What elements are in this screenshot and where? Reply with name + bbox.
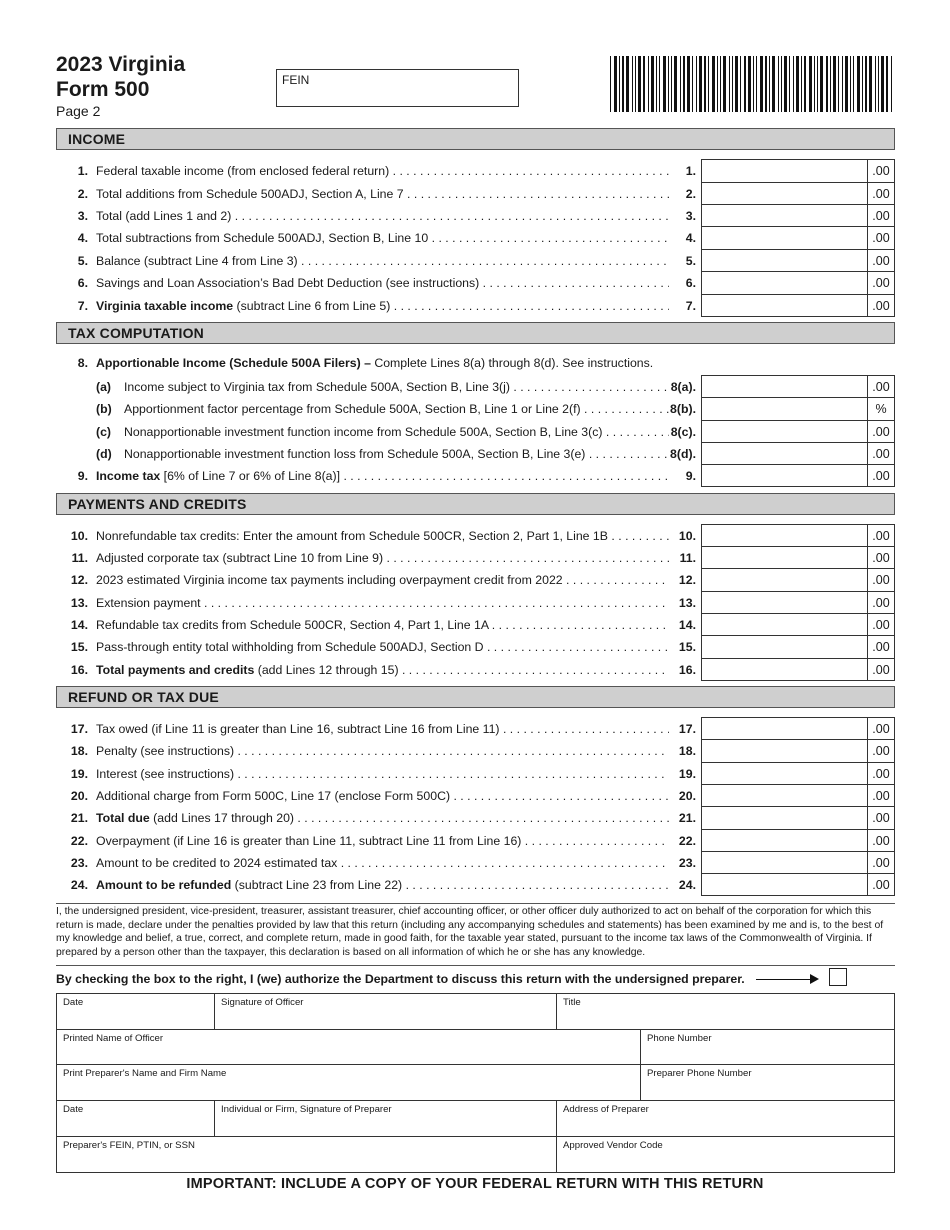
- line-number: 18.: [70, 744, 88, 758]
- line-20: [56, 784, 895, 807]
- preparer-phone-field[interactable]: [641, 1065, 894, 1101]
- line-number: 24.: [70, 878, 88, 892]
- form-title-number: Form 500: [56, 78, 150, 101]
- cents-suffix: .00: [867, 271, 895, 294]
- line-number: 1.: [77, 164, 88, 178]
- line-11: [56, 546, 895, 569]
- amount-input[interactable]: [701, 829, 868, 852]
- line-reference: 11.: [679, 551, 696, 565]
- barcode-bar: [793, 56, 794, 112]
- cents-suffix: .00: [867, 249, 895, 272]
- field-label: Approved Vendor Code: [563, 1140, 663, 1151]
- page-number: Page 2: [56, 103, 101, 119]
- officer-title-field[interactable]: [557, 994, 894, 1030]
- amount-input[interactable]: [701, 873, 868, 896]
- barcode-bar: [619, 56, 620, 112]
- line-description: Nonapportionable investment function income from Schedule 500A, Section B, Line 3(c) . . .: [124, 425, 669, 439]
- line-description: Virginia taxable income (subtract Line 6 from Line 5) . . .: [96, 299, 669, 313]
- line-reference: 7.: [685, 299, 696, 313]
- amount-input[interactable]: [701, 442, 868, 465]
- line-19: [56, 762, 895, 785]
- line-reference: 16.: [678, 663, 696, 677]
- line-number: 20.: [70, 789, 88, 803]
- field-label: Individual or Firm, Signature of Preparer: [221, 1104, 392, 1115]
- amount-input[interactable]: [701, 226, 868, 249]
- line-reference: 21.: [678, 811, 696, 825]
- line-number: 10.: [70, 529, 88, 543]
- barcode-bar: [614, 56, 617, 112]
- amount-input[interactable]: [701, 546, 868, 569]
- barcode-bar: [696, 56, 697, 112]
- barcode: [610, 56, 894, 112]
- officer-signature-field[interactable]: [215, 994, 557, 1030]
- barcode-bar: [772, 56, 775, 112]
- amount-input[interactable]: [701, 851, 868, 874]
- line-description: Nonapportionable investment function loss from Schedule 500A, Section B, Line 3(e) . . .: [124, 447, 669, 461]
- line-8b: [56, 397, 895, 420]
- line-number: 8.: [77, 356, 88, 370]
- section-refund-tax-due: REFUND OR TAX DUE: [56, 686, 895, 708]
- line-reference: 12.: [678, 573, 696, 587]
- sub-letter: (c): [96, 425, 112, 439]
- line-description: Total subtractions from Schedule 500ADJ, Section B, Line 10 . . .: [96, 231, 669, 245]
- line-number: 13.: [70, 596, 88, 610]
- line-description: Amount to be credited to 2024 estimated tax . . .: [96, 856, 669, 870]
- cents-suffix: .00: [867, 182, 895, 205]
- barcode-bar: [826, 56, 828, 112]
- cents-suffix: .00: [867, 762, 895, 785]
- amount-input[interactable]: [701, 591, 868, 614]
- field-label: Preparer Phone Number: [647, 1068, 752, 1079]
- line-description: Nonrefundable tax credits: Enter the amount from Schedule 500CR, Section 2, Part 1, Line 1B . . .: [96, 529, 669, 543]
- preparer-name-field[interactable]: [57, 1065, 641, 1101]
- barcode-bar: [680, 56, 681, 112]
- cents-suffix: .00: [867, 568, 895, 591]
- barcode-bar: [845, 56, 848, 112]
- field-label: Title: [563, 997, 581, 1008]
- line-number: 2.: [77, 187, 88, 201]
- barcode-bar: [626, 56, 629, 112]
- barcode-bar: [638, 56, 641, 112]
- line-reference: 14.: [678, 618, 696, 632]
- line-number: 5.: [77, 254, 88, 268]
- barcode-bar: [801, 56, 802, 112]
- barcode-bar: [735, 56, 738, 112]
- line-number: 15.: [70, 640, 88, 654]
- cents-suffix: .00: [867, 204, 895, 227]
- section-tax-computation: TAX COMPUTATION: [56, 322, 895, 344]
- barcode-bar: [781, 56, 782, 112]
- barcode-bar: [778, 56, 779, 112]
- line-8-bold: Apportionable Income (Schedule 500A Filers) –: [96, 356, 371, 370]
- field-label: Phone Number: [647, 1033, 712, 1044]
- barcode-bar: [717, 56, 718, 112]
- line-description: Refundable tax credits from Schedule 500CR, Section 4, Part 1, Line 1A . . .: [96, 618, 669, 632]
- line-number: 21.: [70, 811, 88, 825]
- amount-input[interactable]: [701, 182, 868, 205]
- line-14: [56, 613, 895, 636]
- line-8c: [56, 420, 895, 443]
- barcode-bar: [862, 56, 863, 112]
- line-reference: 20.: [678, 789, 696, 803]
- vendor-code-field[interactable]: [557, 1137, 894, 1172]
- line-8-text: Complete Lines 8(a) through 8(d). See instructions.: [370, 356, 654, 370]
- barcode-bar: [753, 56, 754, 112]
- line-description: Income subject to Virginia tax from Schedule 500A, Section B, Line 3(j) . . .: [124, 380, 669, 394]
- line-15: [56, 635, 895, 658]
- line-9: [56, 464, 895, 487]
- barcode-bar: [875, 56, 876, 112]
- field-label: Date: [63, 997, 84, 1008]
- barcode-bar: [729, 56, 730, 112]
- barcode-bar: [643, 56, 645, 112]
- line-16: [56, 658, 895, 681]
- line-reference: 8(a).: [670, 380, 696, 394]
- line-reference: 1.: [685, 164, 696, 178]
- barcode-bar: [740, 56, 741, 112]
- line-reference: 22.: [678, 834, 696, 848]
- preparer-address-field[interactable]: [557, 1101, 894, 1137]
- sub-letter: (d): [96, 447, 112, 461]
- amount-input[interactable]: [701, 717, 868, 740]
- barcode-bar: [769, 56, 770, 112]
- line-number: 22.: [70, 834, 88, 848]
- officer-printed-name-field[interactable]: [57, 1030, 641, 1065]
- footer-important-notice: IMPORTANT: INCLUDE A COPY OF YOUR FEDERAL RETURN WITH THIS RETURN: [186, 1176, 764, 1192]
- field-label: Printed Name of Officer: [63, 1033, 164, 1044]
- barcode-bar: [668, 56, 669, 112]
- line-8d: [56, 442, 895, 465]
- amount-input[interactable]: [701, 420, 868, 443]
- cents-suffix: .00: [867, 591, 895, 614]
- officer-phone-field[interactable]: [641, 1030, 894, 1065]
- barcode-bar: [765, 56, 767, 112]
- barcode-bar: [830, 56, 831, 112]
- field-label: Signature of Officer: [221, 997, 304, 1008]
- line-description: Additional charge from Form 500C, Line 17 (enclose Form 500C) . . .: [96, 789, 669, 803]
- barcode-bar: [648, 56, 649, 112]
- barcode-bar: [683, 56, 685, 112]
- sub-letter: (b): [96, 402, 112, 416]
- barcode-bar: [865, 56, 867, 112]
- barcode-bar: [704, 56, 706, 112]
- divider: [56, 903, 895, 904]
- amount-input[interactable]: [701, 568, 868, 591]
- cents-suffix: .00: [867, 159, 895, 182]
- line-reference: 8(d).: [670, 447, 696, 461]
- barcode-bar: [656, 56, 657, 112]
- barcode-bar: [663, 56, 666, 112]
- barcode-bar: [869, 56, 872, 112]
- line-17: [56, 717, 895, 740]
- line-reference: 23.: [678, 856, 696, 870]
- barcode-bar: [723, 56, 726, 112]
- cents-suffix: .00: [867, 226, 895, 249]
- line-description: Amount to be refunded (subtract Line 23 from Line 22) . . .: [96, 878, 669, 892]
- authorize-preparer-checkbox[interactable]: [829, 968, 847, 986]
- line-description: Pass-through entity total withholding from Schedule 500ADJ, Section D . . .: [96, 640, 669, 654]
- line-6: [56, 271, 895, 294]
- cents-suffix: .00: [867, 829, 895, 852]
- line-7: [56, 294, 895, 317]
- cents-suffix: .00: [867, 375, 895, 398]
- amount-input[interactable]: [701, 159, 868, 182]
- line-number: 23.: [70, 856, 88, 870]
- line-reference: 17.: [678, 722, 696, 736]
- barcode-bar: [659, 56, 660, 112]
- line-description: Extension payment . . .: [96, 596, 669, 610]
- barcode-bar: [891, 56, 892, 112]
- line-reference: 24.: [678, 878, 696, 892]
- barcode-bar: [784, 56, 787, 112]
- line-description: Apportionment factor percentage from Schedule 500A, Section B, Line 1 or Line 2(f) . . .: [124, 402, 669, 416]
- line-reference: 19.: [678, 767, 696, 781]
- line-reference: 8(c).: [670, 425, 696, 439]
- line-3: [56, 204, 895, 227]
- amount-input[interactable]: [701, 464, 868, 487]
- line-number: 11.: [71, 551, 88, 565]
- barcode-bar: [732, 56, 733, 112]
- barcode-bar: [850, 56, 851, 112]
- amount-input[interactable]: [701, 739, 868, 762]
- signature-grid: [56, 993, 895, 1173]
- line-description: Savings and Loan Association’s Bad Debt Deduction (see instructions) . . .: [96, 276, 669, 290]
- barcode-bar: [632, 56, 633, 112]
- cents-suffix: .00: [867, 294, 895, 317]
- line-number: 19.: [70, 767, 88, 781]
- line-18: [56, 739, 895, 762]
- arrow-right-icon: [756, 979, 816, 980]
- amount-input[interactable]: [701, 524, 868, 547]
- line-description: Federal taxable income (from enclosed federal return) . . .: [96, 164, 669, 178]
- line-number: 14.: [70, 618, 88, 632]
- line-number: 12.: [70, 573, 88, 587]
- preparer-date-field[interactable]: [57, 1101, 215, 1137]
- amount-input[interactable]: [701, 762, 868, 785]
- barcode-bar: [760, 56, 763, 112]
- cents-suffix: .00: [867, 784, 895, 807]
- line-number: 4.: [77, 231, 88, 245]
- amount-input[interactable]: [701, 635, 868, 658]
- line-reference: 3.: [685, 209, 696, 223]
- cents-suffix: .00: [867, 873, 895, 896]
- line-13: [56, 591, 895, 614]
- line-2: [56, 182, 895, 205]
- amount-input[interactable]: [701, 806, 868, 829]
- line-reference: 9.: [685, 469, 696, 483]
- barcode-bar: [692, 56, 693, 112]
- line-number: 9.: [77, 469, 88, 483]
- barcode-bar: [610, 56, 611, 112]
- section-income: INCOME: [56, 128, 895, 150]
- line-reference: 4.: [685, 231, 696, 245]
- line-description: Adjusted corporate tax (subtract Line 10 from Line 9) . . .: [96, 551, 669, 565]
- fein-field[interactable]: [276, 69, 519, 107]
- amount-input[interactable]: [701, 271, 868, 294]
- barcode-bar: [651, 56, 654, 112]
- barcode-bar: [720, 56, 721, 112]
- barcode-bar: [748, 56, 751, 112]
- cents-suffix: .00: [867, 464, 895, 487]
- field-label: Address of Preparer: [563, 1104, 649, 1115]
- line-description: Income tax [6% of Line 7 or 6% of Line 8(a)] . . .: [96, 469, 669, 483]
- line-description: Total additions from Schedule 500ADJ, Section A, Line 7 . . .: [96, 187, 669, 201]
- line-description: Balance (subtract Line 4 from Line 3) . . .: [96, 254, 669, 268]
- amount-input[interactable]: [701, 249, 868, 272]
- barcode-bar: [842, 56, 843, 112]
- divider: [56, 965, 895, 966]
- line-description: 2023 estimated Virginia income tax payments including overpayment credit from 2022 . . .: [96, 573, 669, 587]
- line-number: 16.: [70, 663, 88, 677]
- barcode-bar: [817, 56, 818, 112]
- amount-input[interactable]: [701, 294, 868, 317]
- cents-suffix: .00: [867, 851, 895, 874]
- cents-suffix: .00: [867, 635, 895, 658]
- cents-suffix: .00: [867, 524, 895, 547]
- line-number: 17.: [70, 722, 88, 736]
- barcode-bar: [674, 56, 677, 112]
- line-description: Interest (see instructions) . . .: [96, 767, 669, 781]
- barcode-bar: [708, 56, 709, 112]
- field-label: Date: [63, 1104, 84, 1115]
- cents-suffix: .00: [867, 806, 895, 829]
- cents-suffix: .00: [867, 739, 895, 762]
- preparer-signature-field[interactable]: [215, 1101, 557, 1137]
- cents-suffix: %: [867, 397, 895, 420]
- barcode-bar: [671, 56, 672, 112]
- line-1: [56, 159, 895, 182]
- barcode-bar: [756, 56, 757, 112]
- barcode-bar: [635, 56, 636, 112]
- amount-input[interactable]: [701, 613, 868, 636]
- line-reference: 5.: [685, 254, 696, 268]
- declaration-text: I, the undersigned president, vice-president, treasurer, assistant treasurer, chief accounting officer, or other officer duly authorized to act on behalf of the corporation for which this return is made, declare under the penalties provided by law that this return (including any accompanying schedules and statements) has been examined by me and is, to the best of my knowledge and belief, a true, correct, and complete return, made in good faith, for the taxable year stated, pursuant to the income tax laws of the Commonwealth of Virginia. If prepared by a person other than the taxpayer, this declaration is based on all information of which he or she has any knowledge.: [56, 906, 884, 958]
- line-4: [56, 226, 895, 249]
- barcode-bar: [789, 56, 790, 112]
- authorize-preparer-text: By checking the box to the right, I (we) authorize the Department to discuss this return with the undersigned preparer.: [56, 972, 745, 986]
- fein-label: FEIN: [282, 73, 310, 87]
- cents-suffix: .00: [867, 717, 895, 740]
- line-10: [56, 524, 895, 547]
- barcode-bar: [881, 56, 884, 112]
- line-reference: 13.: [678, 596, 696, 610]
- line-reference: 10.: [678, 529, 696, 543]
- barcode-bar: [796, 56, 799, 112]
- section-payments-credits: PAYMENTS AND CREDITS: [56, 493, 895, 515]
- line-number: 3.: [77, 209, 88, 223]
- barcode-bar: [699, 56, 702, 112]
- arrow-head-icon: [810, 974, 819, 984]
- line-description: Total (add Lines 1 and 2) . . .: [96, 209, 669, 223]
- cents-suffix: .00: [867, 420, 895, 443]
- amount-input[interactable]: [701, 784, 868, 807]
- cents-suffix: .00: [867, 546, 895, 569]
- barcode-bar: [833, 56, 836, 112]
- line-number: 7.: [77, 299, 88, 313]
- preparer-id-field[interactable]: [57, 1137, 557, 1172]
- barcode-bar: [820, 56, 823, 112]
- line-reference: 2.: [685, 187, 696, 201]
- line-description: Overpayment (if Line 16 is greater than Line 11, subtract Line 11 from Line 16) . . .: [96, 834, 669, 848]
- line-23: [56, 851, 895, 874]
- officer-date-field[interactable]: [57, 994, 215, 1030]
- form-title-year: 2023 Virginia: [56, 53, 186, 76]
- line-description: Total payments and credits (add Lines 12 through 15) . . .: [96, 663, 669, 677]
- line-description: Penalty (see instructions) . . .: [96, 744, 669, 758]
- sub-letter: (a): [96, 380, 112, 394]
- line-22: [56, 829, 895, 852]
- line-description: Tax owed (if Line 11 is greater than Line 16, subtract Line 16 from Line 11) . . .: [96, 722, 669, 736]
- barcode-bar: [814, 56, 815, 112]
- line-24: [56, 873, 895, 896]
- barcode-bar: [622, 56, 624, 112]
- barcode-bar: [857, 56, 860, 112]
- line-8a: [56, 375, 895, 398]
- line-reference: 15.: [678, 640, 696, 654]
- line-reference: 18.: [678, 744, 696, 758]
- barcode-bar: [804, 56, 806, 112]
- barcode-bar: [744, 56, 746, 112]
- line-5: [56, 249, 895, 272]
- barcode-bar: [687, 56, 690, 112]
- field-label: Print Preparer's Name and Firm Name: [63, 1068, 227, 1079]
- amount-input[interactable]: [701, 375, 868, 398]
- amount-input[interactable]: [701, 658, 868, 681]
- line-21: [56, 806, 895, 829]
- cents-suffix: .00: [867, 613, 895, 636]
- barcode-bar: [809, 56, 812, 112]
- line-number: 6.: [77, 276, 88, 290]
- amount-input[interactable]: [701, 204, 868, 227]
- field-label: Preparer's FEIN, PTIN, or SSN: [63, 1140, 195, 1151]
- cents-suffix: .00: [867, 442, 895, 465]
- line-reference: 6.: [685, 276, 696, 290]
- barcode-bar: [886, 56, 888, 112]
- amount-input[interactable]: [701, 397, 868, 420]
- line-12: [56, 568, 895, 591]
- line-description: Total due (add Lines 17 through 20) . . .: [96, 811, 669, 825]
- barcode-bar: [853, 56, 854, 112]
- barcode-bar: [838, 56, 839, 112]
- barcode-bar: [712, 56, 715, 112]
- line-reference: 8(b).: [670, 402, 696, 416]
- barcode-bar: [878, 56, 879, 112]
- cents-suffix: .00: [867, 658, 895, 681]
